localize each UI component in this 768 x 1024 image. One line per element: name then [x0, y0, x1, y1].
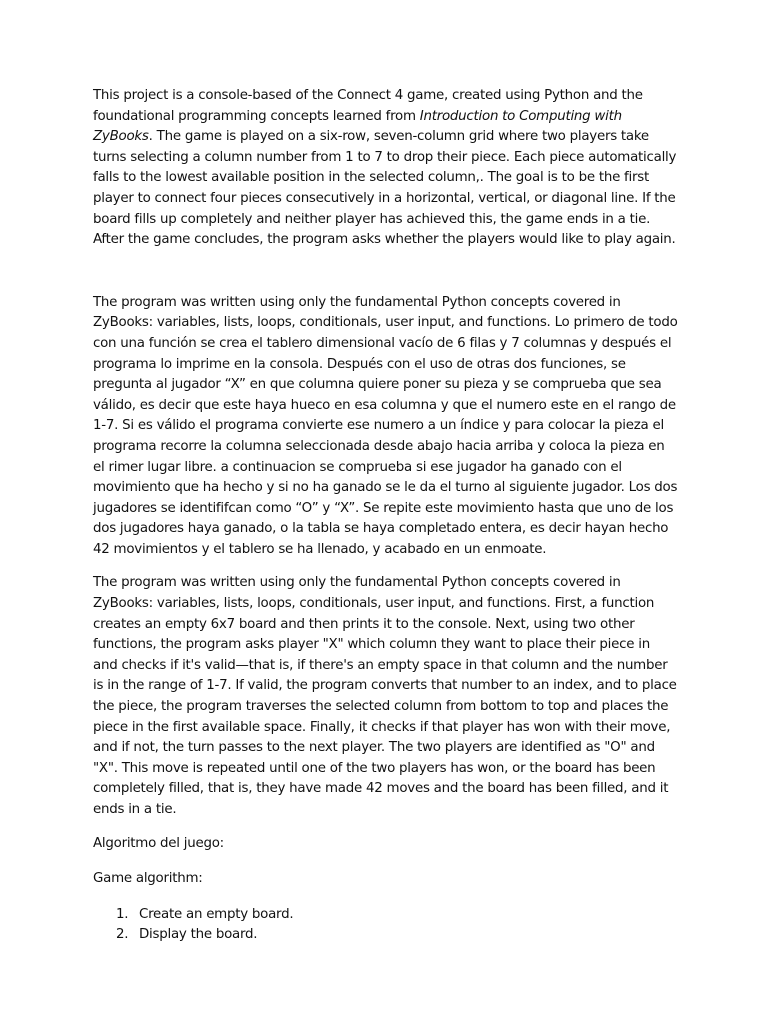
algorithm-heading-english: Game algorithm:	[93, 871, 203, 887]
step-text: Create an empty board.	[139, 906, 294, 922]
spanish-description-paragraph: The program was written using only the fundamental Python concepts covered in ZyBooks: variables, lists, loops, conditionals, user input, and functions. Lo primero de todo con una función se crea el tablero dimensional vacío de 6 filas y 7 columnas y después el programa lo imprime en la consola. Después con el uso de otras dos funciones, se pregunta al jugador “X” en que columna quiere poner su pieza y se comprueba que sea válido, es decir que este haya hueco en esa columna y que el numero este en el rango de 1-7. Si es válido el programa convierte ese numero a un índice y para colocar la pieza el programa recorre la columna seleccionada desde abajo hacia arriba y coloca la pieza en el rimer lugar libre. a continuacion se comprueba si ese jugador ha ganado con el movimiento que ha hecho y si no ha ganado se le da el turno al siguiente jugador. Los dos jugadores se identififcan como “O” y “X”. Se repite este movimiento hasta que uno de los dos jugadores haya ganado, o la tabla se haya completado entera, es decir hayan hecho 42 movimientos y el tablero se ha llenado, y acabado en un enmoate.	[93, 294, 678, 557]
step-number: 2.	[116, 927, 129, 943]
intro-text-end: . The game is played on a six-row, seven-column grid where two players take turns selecting a column number from 1 to 7 to drop their piece. Each piece automatically falls to the lowest available position in the selected column,. The goal is to be the first player to connect four pieces consecutively in a horizontal, vertical, or diagonal line. If the board fills up completely and neither player has achieved this, the game ends in a tie. After the game concludes, the program asks whether the players would like to play again.	[93, 129, 677, 248]
list-item	[93, 925, 678, 946]
step-number: 1.	[116, 906, 129, 922]
book-title: Introduction to Computing with ZyBooks	[93, 108, 622, 145]
intro-paragraph	[93, 86, 678, 251]
english-description-paragraph: The program was written using only the fundamental Python concepts covered in ZyBooks: variables, lists, loops, conditionals, user input, and functions. First, a function creates an empty 6x7 board and then prints it to the console. Next, using two other functions, the program asks player "X" which column they want to place their piece in and checks if it's valid—that is, if there's an empty space in that column and the number is in the range of 1-7. If valid, the program converts that number to an index, and to place the piece, the program traverses the selected column from bottom to top and places the piece in the first available space. Finally, it checks if that player has won with their move, and if not, the turn passes to the next player. The two players are identified as "O" and "X". This move is repeated until one of the two players has won, or the board has been completely filled, that is, they have made 42 moves and the board has been filled, and it ends in a tie.	[93, 575, 677, 817]
list-item	[93, 905, 678, 926]
intro-text-start: This project is a console-based of the Connect 4 game, created using Python and the foundational programming concepts learned from	[93, 88, 643, 124]
algorithm-heading-spanish: Algoritmo del juego:	[93, 835, 224, 851]
step-text: Display the board.	[139, 927, 258, 943]
algorithm-steps-list	[93, 905, 678, 946]
document-body	[93, 86, 678, 946]
